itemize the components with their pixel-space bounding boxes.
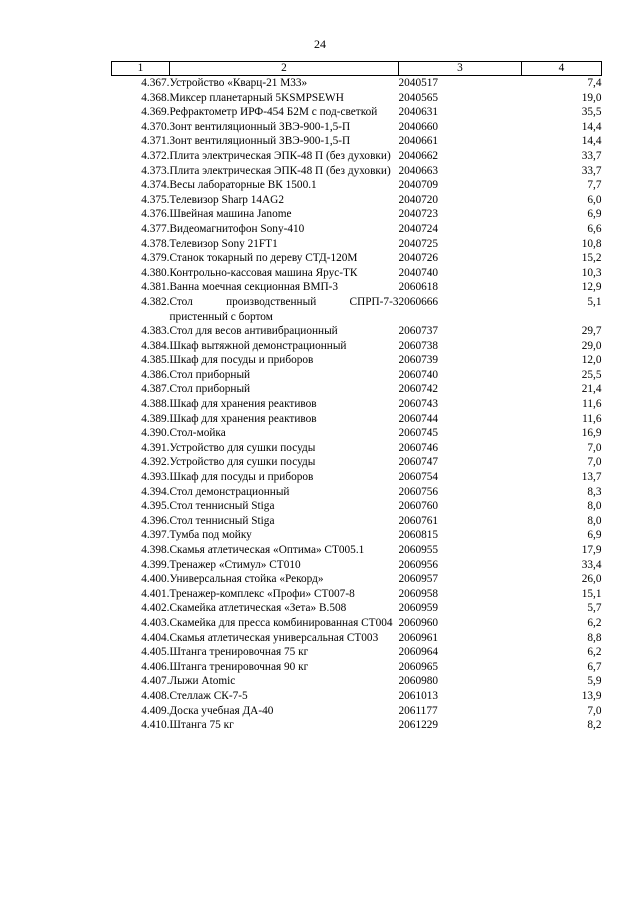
table-row bbox=[112, 193, 602, 208]
item-name: Ванна моечная секционная ВМП-3 bbox=[169, 281, 339, 294]
item-name: Телевизор Sharp 14AG2 bbox=[169, 193, 284, 206]
table-row bbox=[112, 543, 602, 558]
inventory-code: 2060754 bbox=[398, 471, 439, 484]
inventory-code: 2040662 bbox=[398, 149, 439, 162]
row-number: 4.369. bbox=[141, 106, 170, 119]
row-number: 4.404. bbox=[141, 631, 170, 644]
inventory-code: 2061229 bbox=[398, 719, 439, 732]
table-row bbox=[112, 601, 602, 616]
inventory-code: 2040724 bbox=[398, 222, 439, 235]
item-value: 14,4 bbox=[581, 135, 602, 148]
row-number: 4.384. bbox=[141, 339, 170, 352]
item-name: Устройство для сушки посуды bbox=[169, 456, 316, 469]
item-value: 7,7 bbox=[587, 179, 602, 192]
table-row bbox=[112, 120, 602, 135]
inventory-code: 2060737 bbox=[398, 325, 439, 338]
item-value: 11,6 bbox=[582, 398, 602, 411]
row-number: 4.371. bbox=[141, 135, 170, 148]
row-number: 4.380. bbox=[141, 266, 170, 279]
item-value: 8,3 bbox=[587, 485, 602, 498]
table-row bbox=[112, 134, 602, 149]
inventory-code: 2060744 bbox=[398, 412, 439, 425]
inventory-code: 2060738 bbox=[398, 339, 439, 352]
inventory-code: 2060961 bbox=[398, 631, 439, 644]
table-row bbox=[112, 91, 602, 106]
inventory-code: 2060746 bbox=[398, 441, 439, 454]
inventory-code: 2061177 bbox=[398, 704, 438, 717]
inventory-code: 2060980 bbox=[398, 675, 439, 688]
table-row bbox=[112, 251, 602, 266]
table-row bbox=[112, 485, 602, 500]
item-name: Штанга тренировочная 90 кг bbox=[169, 660, 309, 673]
item-value: 8,8 bbox=[587, 631, 602, 644]
table-row bbox=[112, 339, 602, 354]
table-row bbox=[112, 222, 602, 237]
item-name: Стол теннисный Stiga bbox=[169, 500, 275, 513]
row-number: 4.381. bbox=[141, 281, 170, 294]
item-value: 6,9 bbox=[587, 529, 602, 542]
table-row bbox=[112, 368, 602, 383]
inventory-code: 2060745 bbox=[398, 427, 439, 440]
item-value: 10,3 bbox=[581, 266, 602, 279]
table-row bbox=[112, 514, 602, 529]
inventory-code: 2060958 bbox=[398, 587, 439, 600]
row-number: 4.402. bbox=[141, 602, 170, 615]
table-row bbox=[112, 237, 602, 252]
item-value: 7,0 bbox=[587, 456, 602, 469]
item-name: Штанга 75 кг bbox=[169, 719, 234, 732]
table-row bbox=[112, 164, 602, 179]
inventory-code: 2040631 bbox=[398, 106, 439, 119]
item-value: 33,7 bbox=[581, 164, 602, 177]
table-row bbox=[112, 499, 602, 514]
item-value: 17,9 bbox=[581, 544, 602, 556]
table-row bbox=[112, 426, 602, 441]
item-name: Стол производственный СПРП-7-3 пристенный с бортом bbox=[169, 295, 399, 323]
inventory-code: 2060739 bbox=[398, 354, 439, 367]
item-value: 7,0 bbox=[587, 704, 602, 717]
row-number: 4.389. bbox=[141, 412, 170, 425]
item-value: 8,2 bbox=[587, 719, 602, 732]
item-value: 6,7 bbox=[587, 660, 602, 673]
column-header-3: 3 bbox=[399, 62, 522, 76]
item-name: Зонт вентиляционный ЗВЭ-900-1,5-П bbox=[169, 135, 351, 148]
item-value: 5,7 bbox=[587, 602, 602, 615]
row-number: 4.385. bbox=[141, 354, 170, 367]
item-name: Плита электрическая ЭПК-48 П (без духовки) bbox=[169, 164, 391, 177]
item-name: Весы лабораторные ВК 1500.1 bbox=[169, 179, 317, 192]
row-number: 4.373. bbox=[141, 164, 170, 177]
item-value: 7,4 bbox=[587, 77, 602, 89]
item-name: Стол-мойка bbox=[169, 427, 226, 440]
row-number: 4.387. bbox=[141, 383, 170, 396]
row-number: 4.376. bbox=[141, 208, 170, 221]
inventory-code: 2040660 bbox=[398, 120, 439, 133]
table-row bbox=[112, 382, 602, 397]
table-row bbox=[112, 572, 602, 587]
table-row bbox=[112, 149, 602, 164]
item-value: 6,0 bbox=[587, 193, 602, 206]
item-name: Стеллаж СК-7-5 bbox=[169, 689, 248, 702]
item-name: Скамейка атлетическая «Зета» В.508 bbox=[169, 602, 347, 615]
item-name: Рефрактометр ИРФ-454 Б2М с под-светкой bbox=[169, 106, 378, 119]
row-number: 4.407. bbox=[141, 675, 170, 688]
item-name: Телевизор Sony 21FT1 bbox=[169, 237, 278, 250]
item-name: Миксер планетарный 5KSMPSEWH bbox=[169, 91, 344, 104]
row-number: 4.378. bbox=[141, 237, 170, 250]
item-value: 8,0 bbox=[587, 500, 602, 513]
row-number: 4.368. bbox=[141, 91, 170, 104]
table-row bbox=[112, 645, 602, 660]
row-number: 4.399. bbox=[141, 558, 170, 571]
item-value: 13,7 bbox=[581, 471, 602, 484]
item-name: Лыжи Atomic bbox=[169, 675, 236, 688]
row-number: 4.393. bbox=[141, 471, 170, 484]
table-row bbox=[112, 616, 602, 631]
inventory-code: 2040725 bbox=[398, 237, 439, 250]
table-row bbox=[112, 455, 602, 470]
item-name: Тренажер-комплекс «Профи» СТ007-8 bbox=[169, 587, 355, 600]
row-number: 4.400. bbox=[141, 573, 170, 586]
table-row bbox=[112, 207, 602, 222]
item-value: 7,0 bbox=[587, 441, 602, 454]
column-header-1: 1 bbox=[112, 62, 170, 76]
item-name: Шкаф для посуды и приборов bbox=[169, 471, 314, 484]
row-number: 4.392. bbox=[141, 456, 170, 469]
item-name: Устройство для сушки посуды bbox=[169, 441, 316, 454]
item-name: Тумба под мойку bbox=[169, 529, 252, 542]
inventory-code: 2061013 bbox=[398, 689, 439, 702]
inventory-code: 2040726 bbox=[398, 252, 439, 265]
inventory-code: 2060964 bbox=[398, 646, 439, 659]
item-value: 14,4 bbox=[581, 120, 602, 133]
table-row bbox=[112, 470, 602, 485]
inventory-code: 2040723 bbox=[398, 208, 439, 221]
table-row bbox=[112, 689, 602, 704]
item-name: Шкаф для хранения реактивов bbox=[169, 412, 317, 425]
item-name: Стол теннисный Stiga bbox=[169, 514, 275, 527]
table-row bbox=[112, 558, 602, 573]
table-row bbox=[112, 631, 602, 646]
row-number: 4.409. bbox=[141, 704, 170, 717]
page-number: 24 bbox=[314, 37, 326, 51]
item-value: 12,9 bbox=[581, 281, 602, 294]
item-value: 29,7 bbox=[581, 325, 602, 338]
row-number: 4.379. bbox=[141, 252, 170, 265]
row-number: 4.377. bbox=[141, 222, 170, 235]
row-number: 4.401. bbox=[141, 587, 170, 600]
item-value: 15,2 bbox=[581, 252, 602, 265]
inventory-code: 2060756 bbox=[398, 485, 439, 498]
item-value: 33,4 bbox=[581, 558, 602, 571]
inventory-code: 2060815 bbox=[398, 529, 439, 542]
row-number: 4.396. bbox=[141, 514, 170, 527]
table-row bbox=[112, 674, 602, 689]
item-name: Штанга тренировочная 75 кг bbox=[169, 646, 309, 659]
table-row bbox=[112, 353, 602, 368]
table-row bbox=[112, 704, 602, 719]
table-row bbox=[112, 178, 602, 193]
inventory-code: 2060742 bbox=[398, 383, 439, 396]
row-number: 4.367. bbox=[141, 77, 170, 89]
item-name: Стол для весов антивибрационный bbox=[169, 325, 338, 338]
inventory-code: 2040709 bbox=[398, 179, 439, 192]
table-row bbox=[112, 397, 602, 412]
item-name: Контрольно-кассовая машина Ярус-ТК bbox=[169, 266, 358, 279]
inventory-code: 2060743 bbox=[398, 398, 439, 411]
row-number: 4.394. bbox=[141, 485, 170, 498]
row-number: 4.374. bbox=[141, 179, 170, 192]
item-name: Зонт вентиляционный ЗВЭ-900-1,5-П bbox=[169, 120, 351, 133]
table-row bbox=[112, 324, 602, 339]
inventory-code: 2060960 bbox=[398, 616, 439, 629]
row-number: 4.391. bbox=[141, 441, 170, 454]
item-value: 29,0 bbox=[581, 339, 602, 352]
item-value: 5,9 bbox=[587, 675, 602, 688]
item-value: 11,6 bbox=[582, 412, 602, 425]
row-number: 4.386. bbox=[141, 368, 170, 381]
item-name: Плита электрическая ЭПК-48 П (без духовки) bbox=[169, 149, 391, 162]
table-row bbox=[112, 76, 602, 91]
row-number: 4.398. bbox=[141, 544, 170, 556]
inventory-code: 2040661 bbox=[398, 135, 439, 148]
inventory-code: 2060618 bbox=[398, 281, 439, 294]
item-name: Доска учебная ДА-40 bbox=[169, 704, 274, 717]
item-name: Универсальная стойка «Рекорд» bbox=[169, 573, 324, 586]
row-number: 4.370. bbox=[141, 120, 170, 133]
row-number: 4.375. bbox=[141, 193, 170, 206]
item-value: 12,0 bbox=[581, 354, 602, 367]
item-name: Скамья атлетическая универсальная СТ003 bbox=[169, 631, 379, 644]
table-row bbox=[112, 412, 602, 427]
item-value: 6,9 bbox=[587, 208, 602, 221]
table-row bbox=[112, 441, 602, 456]
item-value: 6,2 bbox=[587, 646, 602, 659]
inventory-code: 2060747 bbox=[398, 456, 439, 469]
item-name: Шкаф вытяжной демонстрационный bbox=[169, 339, 347, 352]
table-header-row bbox=[112, 62, 602, 76]
row-number: 4.383. bbox=[141, 325, 170, 338]
item-name: Станок токарный по дереву СТД-120М bbox=[169, 252, 358, 265]
inventory-code: 2060957 bbox=[398, 573, 439, 586]
table-row bbox=[112, 660, 602, 675]
item-value: 25,5 bbox=[581, 368, 602, 381]
item-value: 26,0 bbox=[581, 573, 602, 586]
row-number: 4.388. bbox=[141, 398, 170, 411]
item-value: 15,1 bbox=[581, 587, 602, 600]
inventory-code: 2040663 bbox=[398, 164, 439, 177]
item-value: 19,0 bbox=[581, 91, 602, 104]
item-name: Тренажер «Стимул» СТ010 bbox=[169, 558, 301, 571]
inventory-code: 2060965 bbox=[398, 660, 439, 673]
inventory-code: 2060760 bbox=[398, 500, 439, 513]
inventory-code: 2040517 bbox=[398, 77, 439, 89]
item-name: Скамья атлетическая «Оптима» СТ005.1 bbox=[169, 544, 365, 556]
item-name: Стол приборный bbox=[169, 368, 251, 381]
item-value: 35,5 bbox=[581, 106, 602, 119]
inventory-code: 2060959 bbox=[398, 602, 439, 615]
item-name: Стол приборный bbox=[169, 383, 251, 396]
inventory-code: 2060740 bbox=[398, 368, 439, 381]
row-number: 4.403. bbox=[141, 616, 170, 629]
item-value: 10,8 bbox=[581, 237, 602, 250]
inventory-code: 2040565 bbox=[398, 91, 439, 104]
item-name: Шкаф для посуды и приборов bbox=[169, 354, 314, 367]
table-row bbox=[112, 105, 602, 120]
register-table bbox=[111, 61, 602, 733]
item-value: 8,0 bbox=[587, 514, 602, 527]
item-value: 5,1 bbox=[587, 295, 602, 308]
table-row bbox=[112, 587, 602, 602]
inventory-code: 2040740 bbox=[398, 266, 439, 279]
table-row bbox=[112, 718, 602, 733]
row-number: 4.406. bbox=[141, 660, 170, 673]
row-number: 4.372. bbox=[141, 149, 170, 162]
item-name: Швейная машина Janome bbox=[169, 208, 292, 221]
row-number: 4.382. bbox=[141, 295, 170, 308]
inventory-code: 2060761 bbox=[398, 514, 439, 527]
item-name: Шкаф для хранения реактивов bbox=[169, 398, 317, 411]
inventory-code: 2060956 bbox=[398, 558, 439, 571]
inventory-code: 2060666 bbox=[398, 295, 439, 308]
row-number: 4.410. bbox=[141, 719, 170, 732]
column-header-4: 4 bbox=[522, 62, 602, 76]
item-name: Устройство «Кварц-21 М33» bbox=[169, 77, 308, 89]
table-row bbox=[112, 280, 602, 295]
item-value: 21,4 bbox=[581, 383, 602, 396]
inventory-code: 2040720 bbox=[398, 193, 439, 206]
inventory-code: 2060955 bbox=[398, 544, 439, 556]
item-name: Скамейка для пресса комбинированная СТ004 bbox=[169, 616, 393, 629]
row-number: 4.390. bbox=[141, 427, 170, 440]
item-value: 6,6 bbox=[587, 222, 602, 235]
row-number: 4.395. bbox=[141, 500, 170, 513]
row-number: 4.405. bbox=[141, 646, 170, 659]
column-header-2: 2 bbox=[170, 62, 399, 76]
item-name: Видеомагнитофон Sony-410 bbox=[169, 222, 305, 235]
item-value: 33,7 bbox=[581, 149, 602, 162]
table-row bbox=[112, 528, 602, 543]
item-value: 6,2 bbox=[587, 616, 602, 629]
item-value: 13,9 bbox=[581, 689, 602, 702]
row-number: 4.408. bbox=[141, 689, 170, 702]
row-number: 4.397. bbox=[141, 529, 170, 542]
item-name: Стол демонстрационный bbox=[169, 485, 290, 498]
table-row bbox=[112, 266, 602, 281]
table-row bbox=[112, 295, 602, 324]
item-value: 16,9 bbox=[581, 427, 602, 440]
